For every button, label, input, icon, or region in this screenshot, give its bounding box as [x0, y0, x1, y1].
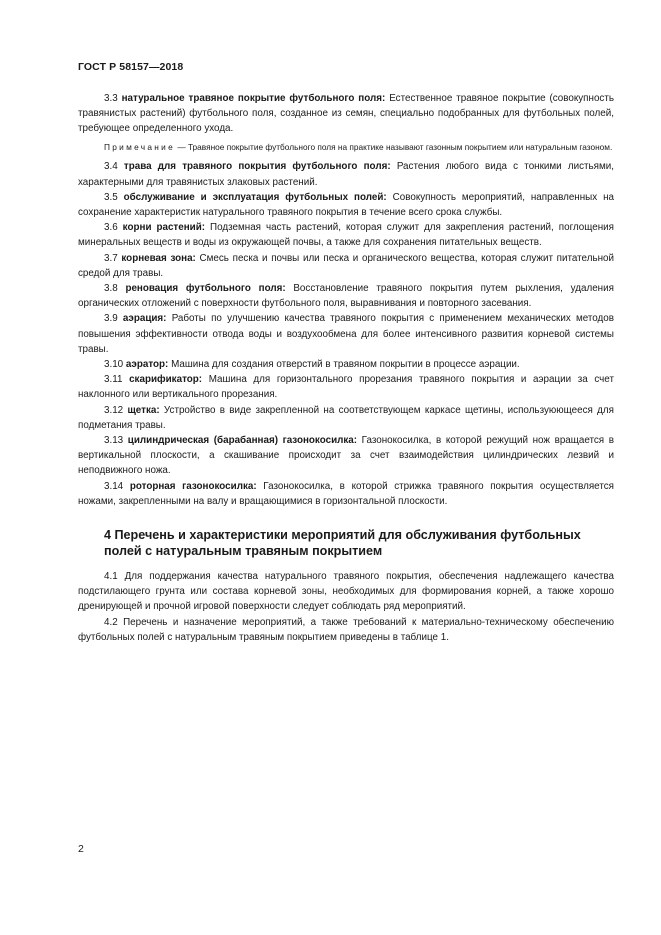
- definition-term: обслуживание и эксплуатация футбольных полей:: [123, 191, 387, 203]
- definition-item: [78, 372, 614, 402]
- definition-item: [78, 159, 614, 189]
- definition-number: 3.10: [104, 359, 124, 371]
- definition-item: [78, 311, 614, 357]
- definition-term: корневая зона:: [121, 252, 196, 264]
- definition-text: Подземная часть растений, которая служит для закрепления растений, поглощения минеральных веществ и воды из окружающей почвы, а также для сохранения питательных веществ.: [78, 222, 615, 249]
- definition-text: Машина для создания отверстий в травяном покрытии в процессе аэрации.: [171, 359, 520, 371]
- definition-term: щетка:: [127, 404, 160, 416]
- definition-item: [78, 479, 614, 509]
- note-label: Примечание: [104, 141, 176, 152]
- definition-text: Растения любого вида с тонкими листьями, характерными для травянистых злаковых растений.: [78, 161, 614, 188]
- page-content: [78, 91, 614, 645]
- definition-term: корни растений:: [122, 222, 206, 234]
- definition-number: 3.14: [104, 480, 124, 492]
- definition-item: [78, 190, 614, 220]
- document-code-header: ГОСТ Р 58157—2018: [78, 61, 184, 73]
- note-paragraph: [78, 141, 614, 154]
- definition-item: [78, 357, 614, 372]
- definition-number: 3.13: [104, 435, 124, 447]
- definition-term: роторная газонокосилка:: [129, 480, 257, 492]
- definition-text: Смесь песка и почвы или песка и органического вещества, которая служит питательной средой для травы.: [78, 252, 614, 279]
- definition-number: 3.5: [104, 191, 118, 203]
- section-paragraph: 4.2 Перечень и назначение мероприятий, а также требований к материально-техническому обеспечению футбольных полей с натуральным травяным покрытием приведены в таблице 1.: [78, 616, 614, 643]
- definitions-list-a: [78, 91, 614, 137]
- definition-text: Газонокосилка, в которой стрижка травяного покрытия осуществляется ножами, закрепленными на валу и вращающимися в горизонтальной плоскости.: [78, 480, 614, 507]
- definition-item: [78, 91, 614, 137]
- definitions-list-b: [78, 159, 614, 509]
- definition-term: скарификатор:: [129, 374, 203, 386]
- definition-text: Машина для горизонтального прорезания травяного покрытия и аэрации за счет наклонного или вертикального прорезания.: [78, 374, 614, 401]
- definition-number: 3.12: [104, 404, 124, 416]
- definition-number: 3.11: [104, 374, 123, 386]
- definition-item: [78, 281, 614, 311]
- definition-text: Восстановление травяного покрытия путем рыхления, удаления органических отложений с поверхности футбольного поля, выравнивания и повторного засевания.: [78, 283, 614, 310]
- definition-text: Совокупность мероприятий, направленных на сохранение характеристик натурального травяного покрытия в течение всего срока службы.: [78, 191, 614, 219]
- definition-text: Устройство в виде закрепленной на соответствующем каркасе щетины, используюющееся для подметания травы.: [78, 404, 614, 431]
- page-number: 2: [78, 843, 84, 855]
- definition-term: реновация футбольного поля:: [125, 283, 286, 295]
- definition-item: [78, 433, 614, 479]
- definition-text: Естественное травяное покрытие (совокупность травянистых растений) футбольного поля, созданное из семян, специально подобранных для футбольных полей, требующее определенного ухода.: [78, 93, 614, 135]
- definition-text: Газонокосилка, в которой режущий нож вращается в вертикальной плоскости, а скашивание происходит за счет взаимодействия цилиндрических лезвий и неподвижного ножа.: [78, 435, 614, 477]
- definition-number: 3.9: [104, 313, 118, 325]
- definition-number: 3.3: [104, 93, 118, 104]
- section-heading: 4 Перечень и характеристики мероприятий для обслуживания футбольных полей с натуральным травяным покрытием: [104, 528, 581, 559]
- note-text: — Травяное покрытие футбольного поля на практике называют газонным покрытием или натуральным газоном.: [177, 141, 613, 152]
- definition-item: [78, 403, 614, 433]
- definition-term: натуральное травяное покрытие футбольного поля:: [121, 93, 386, 104]
- definition-number: 3.7: [104, 252, 118, 264]
- definition-term: трава для травяного покрытия футбольного поля:: [123, 161, 391, 173]
- definition-item: [78, 251, 614, 281]
- definition-term: аэратор:: [125, 359, 169, 371]
- definition-text: Работы по улучшению качества травяного покрытия с применением механических методов повышения эффективности отвода воды и воздухообмена для более интенсивного развития корневой системы травы.: [78, 313, 614, 355]
- definition-term: цилиндрическая (барабанная) газонокосилка:: [127, 435, 358, 447]
- definition-number: 3.4: [104, 161, 118, 173]
- definition-item: [78, 220, 614, 250]
- definition-number: 3.6: [104, 222, 118, 234]
- definition-number: 3.8: [104, 283, 118, 295]
- section-paragraph: 4.1 Для поддержания качества натурального травяного покрытия, обеспечения надлежащего качества подстилающего грунта или состава корневой зоны, необходимых для формирования корней, а также хорошо дренирующей и прочной игровой поверхности следует соблюдать ряд мероприятий.: [78, 571, 614, 613]
- definition-term: аэрация:: [122, 313, 167, 325]
